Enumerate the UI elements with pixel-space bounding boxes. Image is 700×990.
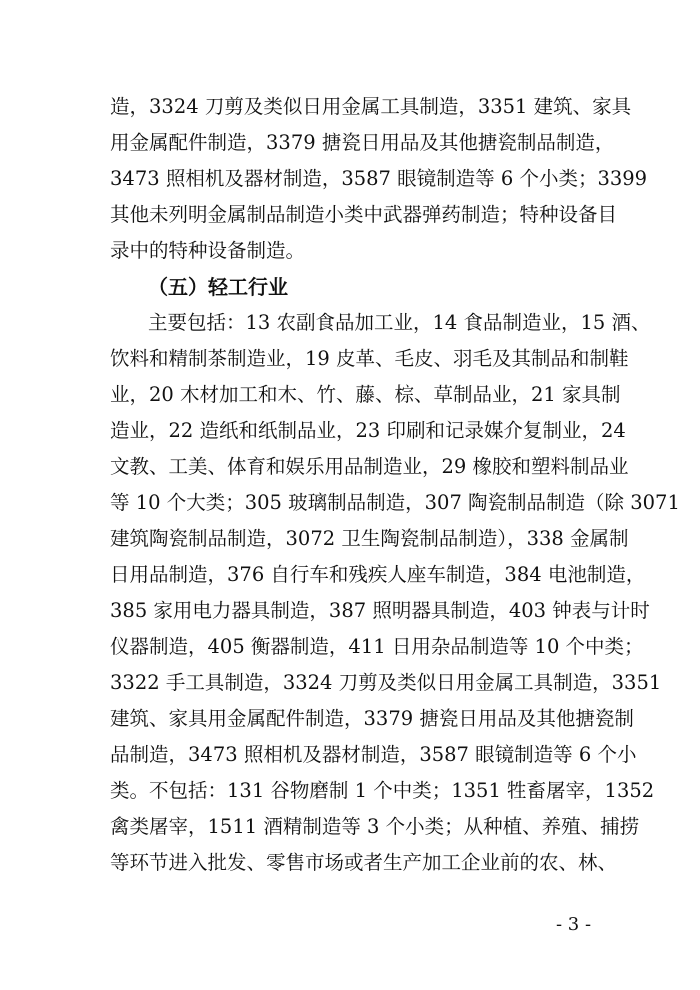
paragraph-1-line-5: 录中的特种设备制造。 (110, 239, 306, 262)
paragraph-2-line-12: 建筑、家具用金属配件制造，3379 搪瓷日用品及其他搪瓷制 (110, 707, 634, 730)
paragraph-1-line-2: 用金属配件制造，3379 搪瓷日用品及其他搪瓷制品制造， (110, 131, 615, 154)
paragraph-2-line-9: 385 家用电力器具制造，387 照明器具制造，403 钟表与计时 (110, 599, 650, 622)
paragraph-2-line-4: 造业，22 造纸和纸制品业，23 印刷和记录媒介复制业，24 (110, 419, 626, 442)
paragraph-2-line-15: 禽类屠宰，1511 酒精制造等 3 个小类；从种植、养殖、捕捞 (110, 815, 640, 838)
paragraph-2-line-5: 文教、工美、体育和娱乐用品制造业，29 橡胶和塑料制品业 (110, 455, 629, 478)
paragraph-2-line-13: 品制造，3473 照相机及器材制造，3587 眼镜制造等 6 个小 (110, 743, 637, 766)
paragraph-2-line-7: 建筑陶瓷制品制造，3072 卫生陶瓷制品制造），338 金属制 (110, 527, 629, 550)
paragraph-2-line-1: 主要包括：13 农副食品加工业，14 食品制造业，15 酒、 (148, 311, 651, 334)
paragraph-2-line-2: 饮料和精制茶制造业，19 皮革、毛皮、羽毛及其制品和制鞋 (110, 347, 629, 370)
paragraph-2-line-11: 3322 手工具制造，3324 刀剪及类似日用金属工具制造，3351 (110, 671, 662, 694)
paragraph-2-line-3: 业，20 木材加工和木、竹、藤、棕、草制品业，21 家具制 (110, 383, 621, 406)
paragraph-2-line-14: 类。不包括：131 谷物磨制 1 个中类；1351 牲畜屠宰，1352 (110, 779, 655, 802)
paragraph-2-line-10: 仪器制造，405 衡器制造，411 日用杂品制造等 10 个中类； (110, 635, 644, 658)
paragraph-2-line-16: 等环节进入批发、零售市场或者生产加工企业前的农、林、 (110, 851, 618, 874)
paragraph-2-line-6: 等 10 个大类；305 玻璃制品制造，307 陶瓷制品制造（除 3071 (110, 491, 680, 514)
paragraph-1-line-3: 3473 照相机及器材制造，3587 眼镜制造等 6 个小类；3399 (110, 167, 648, 190)
paragraph-2-line-8: 日用品制造，376 自行车和残疾人座车制造，384 电池制造， (110, 563, 646, 586)
paragraph-1-line-4: 其他未列明金属制品制造小类中武器弹药制造；特种设备目 (110, 203, 618, 226)
page-number: - 3 - (556, 914, 592, 935)
paragraph-1-line-1: 造，3324 刀剪及类似日用金属工具制造，3351 建筑、家具 (110, 95, 632, 118)
section-heading: （五）轻工行业 (148, 275, 288, 299)
